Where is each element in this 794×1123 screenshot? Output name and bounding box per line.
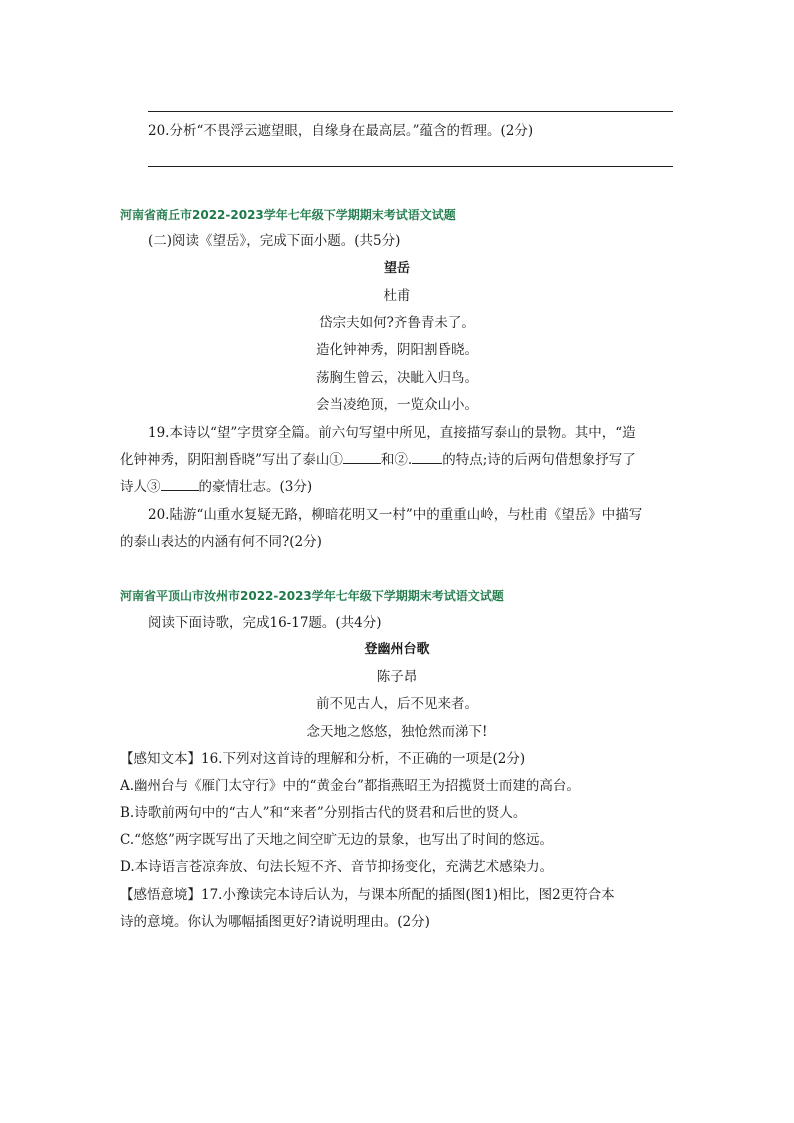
option-c: C.“悠悠”两字既写出了天地之间空旷无边的景象，也写出了时间的悠远。: [120, 832, 553, 848]
poem-line: 念天地之悠悠，独怆然而涕下!: [306, 724, 488, 740]
source-heading-shangqiu: 河南省商丘市2022-2023学年七年级下学期期末考试语文试题: [120, 208, 456, 222]
poem-line: 造化钟神秀，阴阳割昏晓。: [316, 342, 478, 358]
poem-line: 岱宗夫如何?齐鲁青未了。: [319, 315, 475, 331]
question-19-text: 和②.: [380, 452, 413, 468]
poem-line: 会当凌绝顶，一览众山小。: [316, 397, 478, 413]
fill-blank-1[interactable]: [343, 463, 381, 464]
question-19-line1: 19.本诗以“望”字贯穿全篇。前六句写望中所见，直接描写泰山的景物。其中，“造: [148, 425, 636, 441]
question-20-top: 20.分析“不畏浮云遮望眼，自缘身在最高层。”蕴含的哲理。(2分): [148, 123, 534, 139]
question-19-text: 的豪情壮志。(3分): [198, 479, 313, 495]
question-20-line1: 20.陆游“山重水复疑无路，柳暗花明又一村”中的重重山岭，与杜甫《望岳》中描写: [148, 507, 643, 523]
fill-blank-3[interactable]: [161, 490, 199, 491]
question-16: 【感知文本】16.下列对这首诗的理解和分析，不正确的一项是(2分): [120, 751, 526, 767]
question-17-line1: 【感悟意境】17.小豫读完本诗后认为，与课本所配的插图(图1)相比，图2更符合本: [120, 887, 615, 903]
source-heading-ruzhou: 河南省平顶山市汝州市2022-2023学年七年级下学期期末考试语文试题: [120, 589, 504, 603]
option-a: A.幽州台与《雁门太守行》中的“黄金台”都指燕昭王为招揽贤士而建的高台。: [120, 778, 580, 794]
poem-line: 前不见古人，后不见来者。: [316, 696, 478, 712]
option-d: D.本诗语言苍凉奔放、句法长短不齐、音节抑扬变化，充满艺术感染力。: [120, 859, 554, 875]
section-intro: 阅读下面诗歌，完成16-17题。(共4分): [148, 615, 382, 631]
poem-author: 杜甫: [383, 288, 411, 304]
question-19-text: 的特点;诗的后两句借想象抒写了: [442, 452, 636, 468]
section-intro: (二)阅读《望岳》，完成下面小题。(共5分): [148, 233, 401, 249]
option-b: B.诗歌前两句中的“古人”和“来者”分别指古代的贤君和后世的贤人。: [120, 805, 527, 821]
question-17-line2: 诗的意境。你认为哪幅插图更好?请说明理由。(2分): [120, 914, 430, 930]
answer-line: [148, 111, 673, 112]
question-20-line2: 的泰山表达的内涵有何不同?(2分): [120, 534, 322, 550]
poem-author: 陈子昂: [376, 669, 418, 685]
poem-line: 荡胸生曾云，决眦入归鸟。: [316, 370, 478, 386]
question-19-line3: [120, 478, 312, 496]
fill-blank-2[interactable]: [412, 463, 442, 464]
question-19-text: 化钟神秀，阴阳割昏晓”写出了泰山①: [120, 452, 343, 468]
question-19-line2: [120, 451, 636, 469]
answer-line: [148, 166, 673, 167]
question-19-text: 诗人③: [120, 479, 161, 495]
poem-title: 望岳: [383, 261, 410, 276]
poem-title: 登幽州台歌: [364, 642, 430, 657]
